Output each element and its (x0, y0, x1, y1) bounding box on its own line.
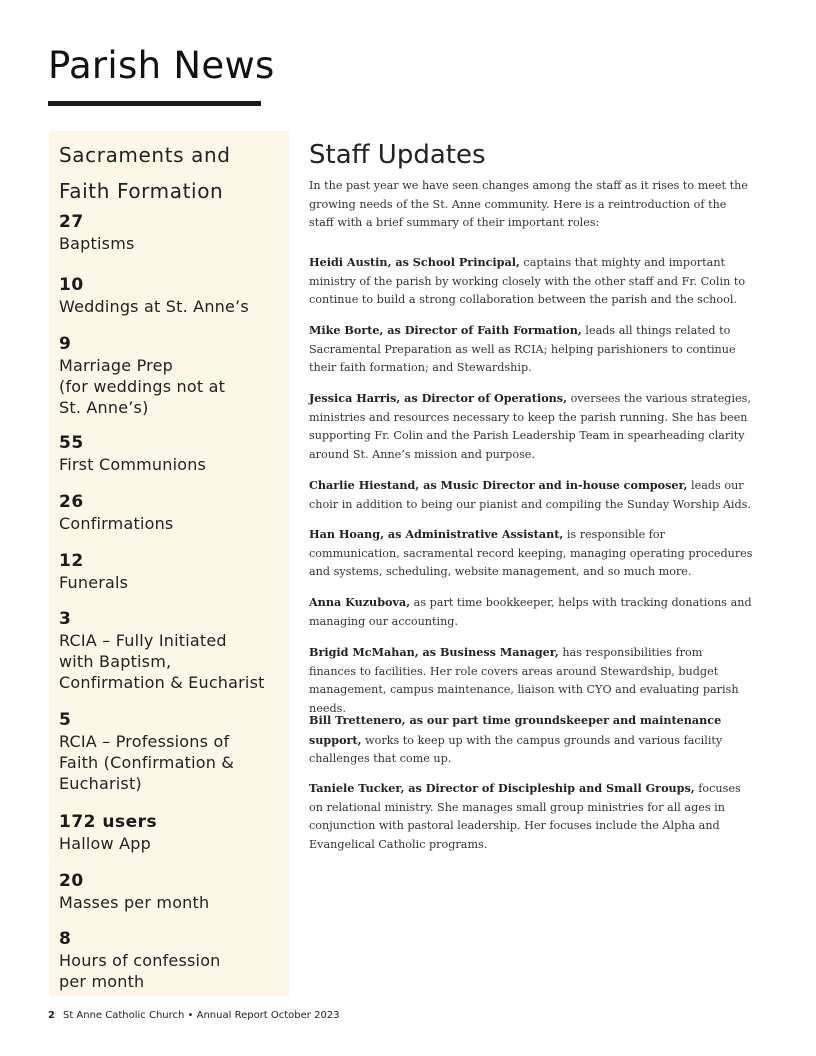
staff-name: Heidi Austin, as School Principal, (309, 255, 520, 269)
staff-description: as part time bookkeeper, helps with tracking donations and managing our accounting. (309, 596, 752, 628)
section-title: Staff Updates (309, 140, 486, 170)
footer-text: St Anne Catholic Church • Annual Report October 2023 (62, 1010, 340, 1021)
stat-number: 3 (59, 609, 72, 629)
staff-name: Bill Trettenero, as our part time groundskeeper and maintenance support, (309, 713, 722, 747)
page-number: 2 (48, 1010, 55, 1021)
stat-item (59, 432, 287, 475)
staff-description: leads our choir in addition to being our pianist and compiling the Sunday Worship Aids. (309, 479, 751, 511)
title-underline (48, 101, 261, 106)
stat-item (59, 211, 287, 254)
stat-label: Funerals (59, 573, 129, 592)
staff-description: captains that mighty and important ministry of the parish by working closely with the other staff and Fr. Colin to continue to build a strong collaboration between the parish and the school. (309, 256, 746, 307)
stat-item (59, 709, 287, 794)
stat-number: 172 users (59, 812, 158, 832)
staff-name: Jessica Harris, as Director of Operations, (309, 391, 568, 405)
page-title: Parish News (48, 44, 275, 87)
staff-entry (309, 711, 753, 769)
stat-number: 55 (59, 433, 84, 453)
staff-description: is responsible for communication, sacramental record keeping, managing operating procedures and systems, scheduling, website management, and so much more. (309, 528, 753, 579)
staff-name: Anna Kuzubova, (309, 595, 411, 609)
stat-number: 10 (59, 275, 84, 295)
staff-entry (309, 593, 753, 631)
staff-name: Brigid McMahan, as Business Manager, (309, 645, 559, 659)
sidebar-heading-line: Faith Formation (59, 179, 224, 203)
staff-description: works to keep up with the campus grounds and various facility challenges that come up. (309, 733, 723, 766)
stat-item (59, 333, 287, 418)
staff-name: Mike Borte, as Director of Faith Formation, (309, 323, 582, 337)
sidebar-heading-line: Sacraments and (59, 143, 231, 167)
page-footer (48, 1010, 340, 1021)
staff-description: leads all things related to Sacramental Preparation as well as RCIA; helping parishioners to continue their faith formation; and Stewardship. (309, 324, 736, 375)
stat-label: Masses per month (59, 893, 210, 912)
staff-entry (309, 525, 753, 582)
staff-description: oversees the various strategies, ministries and resources necessary to keep the parish running. She has been supporting Fr. Colin and the Parish Leadership Team in spearheading clarity around St. Anne’s mission and purpose. (309, 392, 751, 461)
staff-entry (309, 253, 753, 310)
stat-item (59, 550, 287, 593)
staff-name: Charlie Hiestand, as Music Director and in-house composer, (309, 478, 688, 492)
staff-entry (309, 389, 753, 464)
stat-item (59, 491, 287, 534)
stat-number: 12 (59, 551, 84, 571)
stat-item (59, 870, 287, 913)
stat-label: Marriage Prep (for weddings not at St. Anne’s) (59, 356, 226, 417)
staff-entry (309, 476, 753, 514)
stat-label: Confirmations (59, 514, 174, 533)
stat-number: 26 (59, 492, 84, 512)
stat-number: 9 (59, 334, 72, 354)
stat-item (59, 928, 287, 992)
stat-label: First Communions (59, 455, 207, 474)
stat-label: Weddings at St. Anne’s (59, 297, 249, 316)
stat-number: 8 (59, 929, 72, 949)
stat-number: 20 (59, 871, 84, 891)
staff-description: focuses on relational ministry. She manages small group ministries for all ages in conjunction with pastoral leadership. Her focuses include the Alpha and Evangelical Catholic programs. (309, 782, 741, 851)
sacraments-sidebar (49, 131, 289, 996)
stat-label: Hours of confession per month (59, 951, 221, 991)
stat-label: RCIA – Professions of Faith (Confirmation & Eucharist) (59, 732, 235, 793)
stat-item (59, 608, 287, 693)
staff-entry (309, 321, 753, 378)
stat-label: Hallow App (59, 834, 151, 853)
stat-number: 5 (59, 710, 72, 730)
staff-description: has responsibilities from finances to facilities. Her role covers areas around Stewardship, budget management, campus maintenance, liaison with CYO and evaluating parish needs. (309, 646, 739, 715)
stat-label: RCIA – Fully Initiated with Baptism, Confirmation & Eucharist (59, 631, 265, 692)
staff-entry (309, 779, 753, 854)
intro-paragraph: In the past year we have seen changes among the staff as it rises to meet the growing needs of the St. Anne community. Here is a reintroduction of the staff with a brief summary of their important roles: (309, 179, 748, 230)
staff-name: Taniele Tucker, as Director of Discipleship and Small Groups, (309, 781, 695, 795)
stat-number: 27 (59, 212, 84, 232)
staff-name: Han Hoang, as Administrative Assistant, (309, 527, 564, 541)
stat-item (59, 811, 287, 854)
sidebar-heading (59, 137, 284, 209)
staff-entry (309, 643, 753, 718)
stat-item (59, 274, 287, 317)
stat-label: Baptisms (59, 234, 135, 253)
